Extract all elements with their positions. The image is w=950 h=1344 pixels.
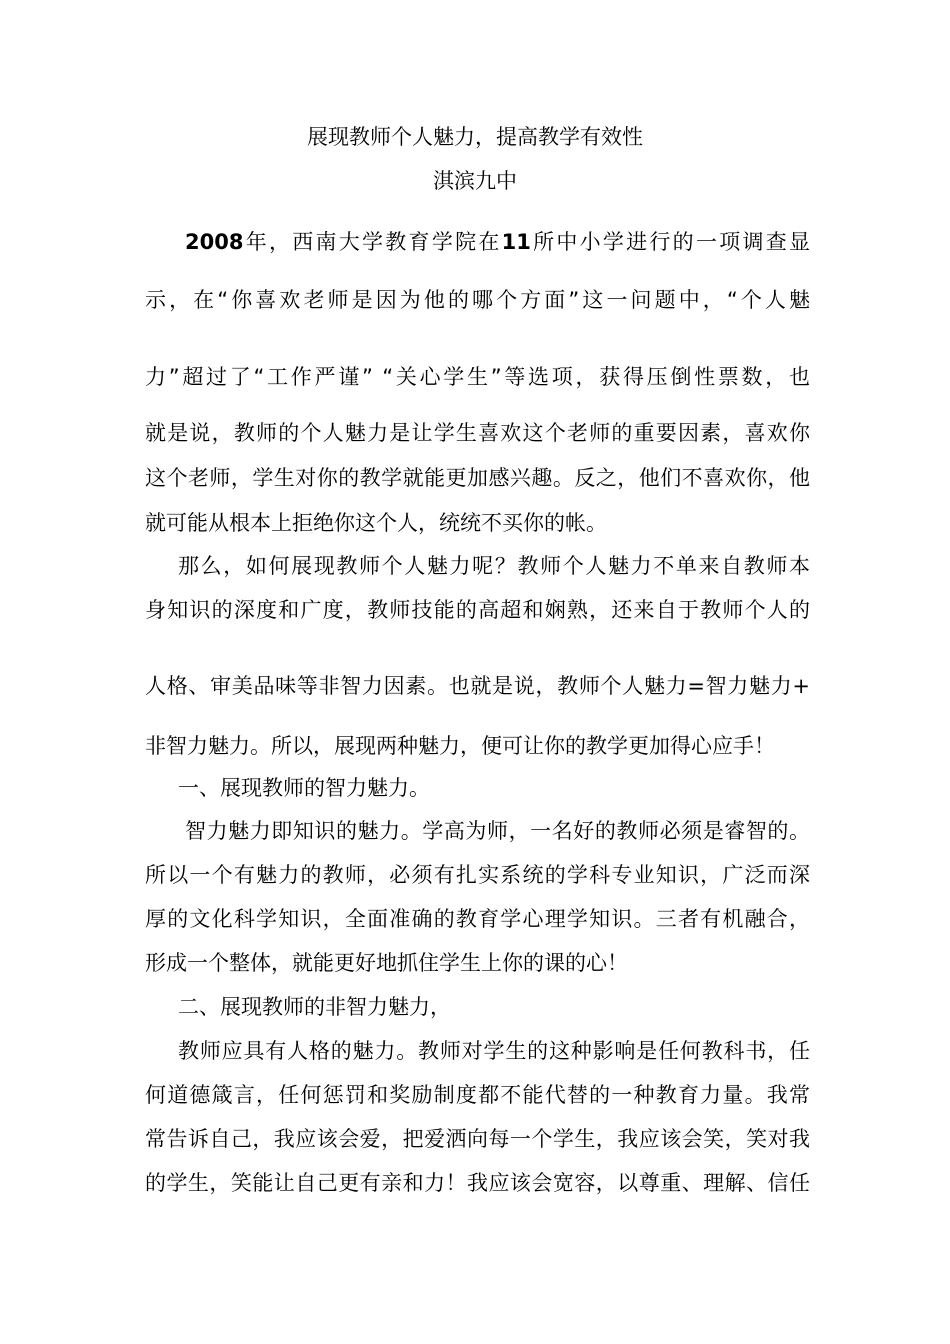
paragraph-line: 那么，如何展现教师个人魅力呢？教师个人魅力不单来自教师本 xyxy=(178,554,810,578)
paragraph-line: 智力魅力即知识的魅力。学高为师，一名好的教师必须是睿智的。 xyxy=(185,819,810,843)
paragraph-line: 常告诉自己，我应该会爱，把爱洒向每一个学生，我应该会笑，笑对我 xyxy=(145,1127,810,1151)
section-heading: 一、展现教师的智力魅力。 xyxy=(178,776,430,800)
paragraph-line: 身知识的深度和广度，教师技能的高超和娴熟，还来自于教师个人的 xyxy=(145,598,810,622)
paragraph-line: 人格、审美品味等非智力因素。也就是说，教师个人魅力=智力魅力+ xyxy=(145,674,810,698)
paragraph-line: 何道德箴言，任何惩罚和奖励制度都不能代替的一种教育力量。我常 xyxy=(145,1083,810,1107)
paragraph-line: 就可能从根本上拒绝你这个人，统统不买你的帐。 xyxy=(145,511,607,535)
paragraph-line: 形成一个整体，就能更好地抓住学生上你的课的心！ xyxy=(145,951,628,975)
paragraph-line: 教师应具有人格的魅力。教师对学生的这种影响是任何教科书，任 xyxy=(178,1039,810,1063)
paragraph-line: 的学生，笑能让自己更有亲和力！我应该会宽容，以尊重、理解、信任 xyxy=(145,1171,810,1195)
paragraph-line: 所以一个有魅力的教师，必须有扎实系统的学科专业知识，广泛而深 xyxy=(145,863,810,887)
number-text: 2008 xyxy=(185,230,244,254)
document-author: 淇滨九中 xyxy=(433,169,517,193)
paragraph-line: 就是说，教师的个人魅力是让学生喜欢这个老师的重要因素，喜欢你 xyxy=(145,421,810,445)
section-heading: 二、展现教师的非智力魅力， xyxy=(178,995,451,1019)
document-title: 展现教师个人魅力，提高教学有效性 xyxy=(307,125,643,149)
paragraph-line: 力”超过了“工作严谨” “关心学生”等选项，获得压倒性票数，也 xyxy=(145,365,810,389)
paragraph-line: 示，在“你喜欢老师是因为他的哪个方面”这一问题中，“个人魅 xyxy=(145,288,810,312)
number-text: 11 xyxy=(501,230,531,254)
paragraph-line: 非智力魅力。所以，展现两种魅力，便可让你的教学更加得心应手！ xyxy=(145,734,775,758)
paragraph-line: 这个老师，学生对你的教学就能更加感兴趣。反之，他们不喜欢你，他 xyxy=(145,466,810,490)
paragraph-line: 2008年，西南大学教育学院在11所中小学进行的一项调查显 xyxy=(185,230,810,254)
paragraph-line: 厚的文化科学知识，全面准确的教育学心理学知识。三者有机融合， xyxy=(145,907,810,931)
